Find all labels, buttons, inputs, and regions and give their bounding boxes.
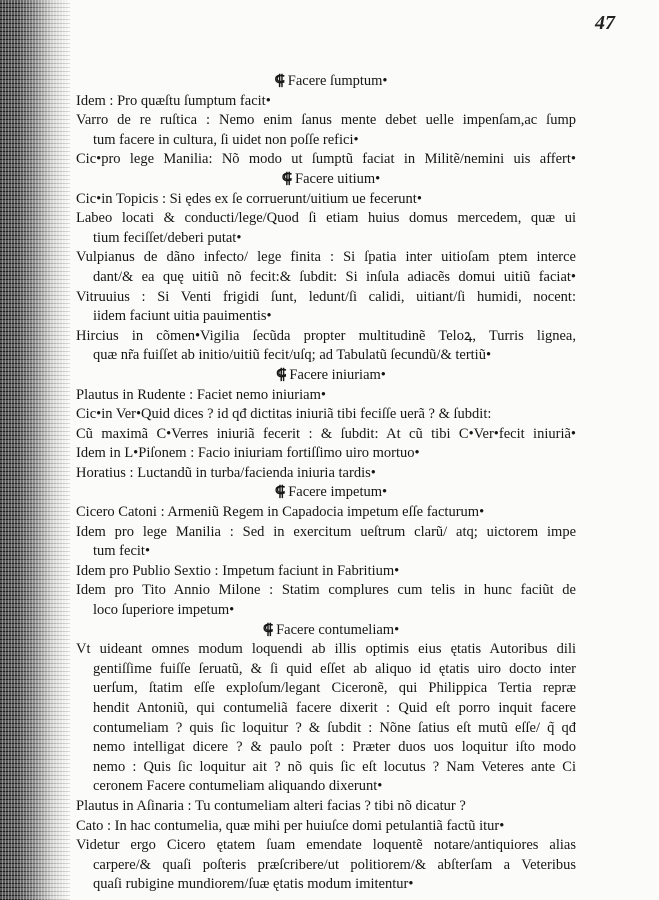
- section-heading-text: Facere uitium•: [295, 170, 381, 187]
- paragraph-mark-icon: ⸿: [281, 170, 293, 187]
- paragraph-mark-icon: ⸿: [262, 621, 274, 638]
- text-line: Vitruuius : Si Venti frigidi ſunt, ledunt/ſi calidi, uitiant/ſi humidi, nocent:: [76, 288, 576, 305]
- scanned-page-edge-shadow: [0, 0, 70, 900]
- text-line: Cic•pro lege Manilia: Nõ modo ut ſumptũ faciat in Militẽ/nemini uis affert•: [76, 151, 576, 168]
- text-line: Hircius in cõmen•Vigilia ſecũda propter multitudinẽ Teloꝝ, Turris lignea,: [76, 327, 576, 344]
- text-line: tum facere in cultura, ſi uidet non poſſe refici•: [93, 131, 359, 148]
- text-line: Idem pro Tito Annio Milone : Statim complures cum telis in hunc faciũt de: [76, 582, 576, 599]
- text-line: tum fecit•: [93, 543, 151, 560]
- section-heading-text: Facere iniuriam•: [289, 366, 386, 383]
- text-line: Vulpianus de dãno infecto/ lege finita : Si ſpatia inter uitioſam ptem interce: [76, 249, 576, 266]
- text-line: Plautus in Rudente : Faciet nemo iniuriam•: [76, 386, 326, 403]
- text-line: iidem faciunt uitia pauimentis•: [93, 308, 272, 325]
- text-line: Idem in L•Piſonem : Facio iniuriam fortiſſimo uiro mortuo•: [76, 445, 420, 462]
- paragraph-mark-icon: ⸿: [274, 484, 286, 501]
- text-line: Vt uideant omnes modum loquendi ab illis optimis eius ętatis Autoribus dili: [76, 641, 576, 658]
- section-heading: [76, 72, 576, 92]
- text-line: ceronem Facere contumeliam aliquando dixerunt•: [93, 778, 383, 795]
- text-line: Cato : In hac contumelia, quæ mihi per huiuſce domi petulantiã factũ itur•: [76, 817, 505, 834]
- text-line: Cic•in Topicis : Si ędes ex ſe corruerunt/uitium ue fecerunt•: [76, 190, 422, 207]
- text-line: Cicero Catoni : Armeniũ Regem in Capadocia impetum eſſe facturum•: [76, 504, 485, 521]
- text-line: Plautus in Aſinaria : Tu contumeliam alteri facias ? tibi nõ dicatur ?: [76, 797, 466, 814]
- text-line: Idem pro lege Manilia : Sed in exercitum ueſtrum clarũ/ atq; uictorem impe: [76, 523, 576, 540]
- section-heading: [76, 170, 576, 190]
- section-heading-text: Facere ſumptum•: [287, 73, 388, 89]
- text-line: dant/& ea quę uitiũ nõ fecit:& ſubdit: Si inſula adiacẽs domui uitiũ faciat•: [93, 268, 576, 285]
- section-heading: [76, 366, 576, 386]
- section-heading: [76, 483, 576, 503]
- text-line: uerſum, ſtatim eſſe exploſum/legant Ciceronẽ, qui Philippica Tertia repræ: [93, 680, 576, 697]
- section-heading: [76, 621, 576, 641]
- text-line: contumeliam ? quis ſic loquitur ? & ſubdit : Nõne ſatius eſt mutũ eſſe/ q̃ qđ: [93, 719, 576, 736]
- text-line: quæ nr̃a fuiſſet ab initio/uitiũ fecit/uſq; ad Tabulatũ ſecundũ/& tertiũ•: [93, 347, 492, 364]
- text-line: nemo intelligat dicere ? & paulo poſt : Præter duos uos loquitur iſto modo: [93, 739, 576, 756]
- text-line: Labeo locati & conducti/lege/Quod ſi etiam huius domus mercedem, quæ ui: [76, 210, 576, 227]
- text-line: nemo : Quis ſic loquitur ait ? nõ quis ſic eſt locutus ? Nam Veteres ante Ci: [93, 758, 576, 775]
- text-line: tium feciſſet/deberi putat•: [93, 229, 242, 246]
- text-line: Videtur ergo Cicero ętatem ſuam emendate loquentẽ notare/antiquiores alias: [76, 837, 576, 854]
- text-line: Idem pro Publio Sextio : Impetum faciunt in Fabritium•: [76, 562, 400, 579]
- text-line: carpere/& quaſi poſteris præſcribere/ut politiorem/& abſterſam a Veteribus: [93, 856, 576, 873]
- section-heading-text: Facere impetum•: [288, 484, 388, 501]
- text-line: Horatius : Luctandũ in turba/facienda iniuria tardis•: [76, 464, 376, 481]
- page-number: 47: [595, 12, 615, 34]
- text-line: loco ſuperiore impetum•: [93, 602, 235, 619]
- text-line: Cũ maximã C•Verres iniuriã fecerit : & ſubdit: At cũ tibi C•Ver•fecit iniuriã•: [76, 425, 576, 442]
- text-line: Varro de re ruſtica : Nemo enim ſanus mente debet uelle impenſam,ac ſump: [76, 112, 576, 129]
- paragraph-mark-icon: ⸿: [276, 366, 287, 383]
- paragraph-mark-icon: ⸿: [274, 73, 285, 89]
- text-line: Idem : Pro quæſtu ſumptum facit•: [76, 92, 271, 109]
- section-heading-text: Facere contumeliam•: [276, 621, 400, 638]
- text-line: Cic•in Ver•Quid dices ? id qđ dictitas iniuriã tibi feciſſe uerã ? & ſubdit:: [76, 406, 492, 423]
- text-line: hendit Antoniũ, qui contumeliã facere dixerit : Quid eſt porro inquit facere: [93, 700, 576, 716]
- text-line: quaſi rubigine mundiorem/ſuæ ętatis modum imitentur•: [93, 876, 414, 893]
- text-line: gentiſſime fuiſſe ſeruatũ, & ſi quid eſſet ab aliquo id ętatis uiro docto inter: [93, 660, 576, 677]
- page-body-text: [76, 72, 576, 895]
